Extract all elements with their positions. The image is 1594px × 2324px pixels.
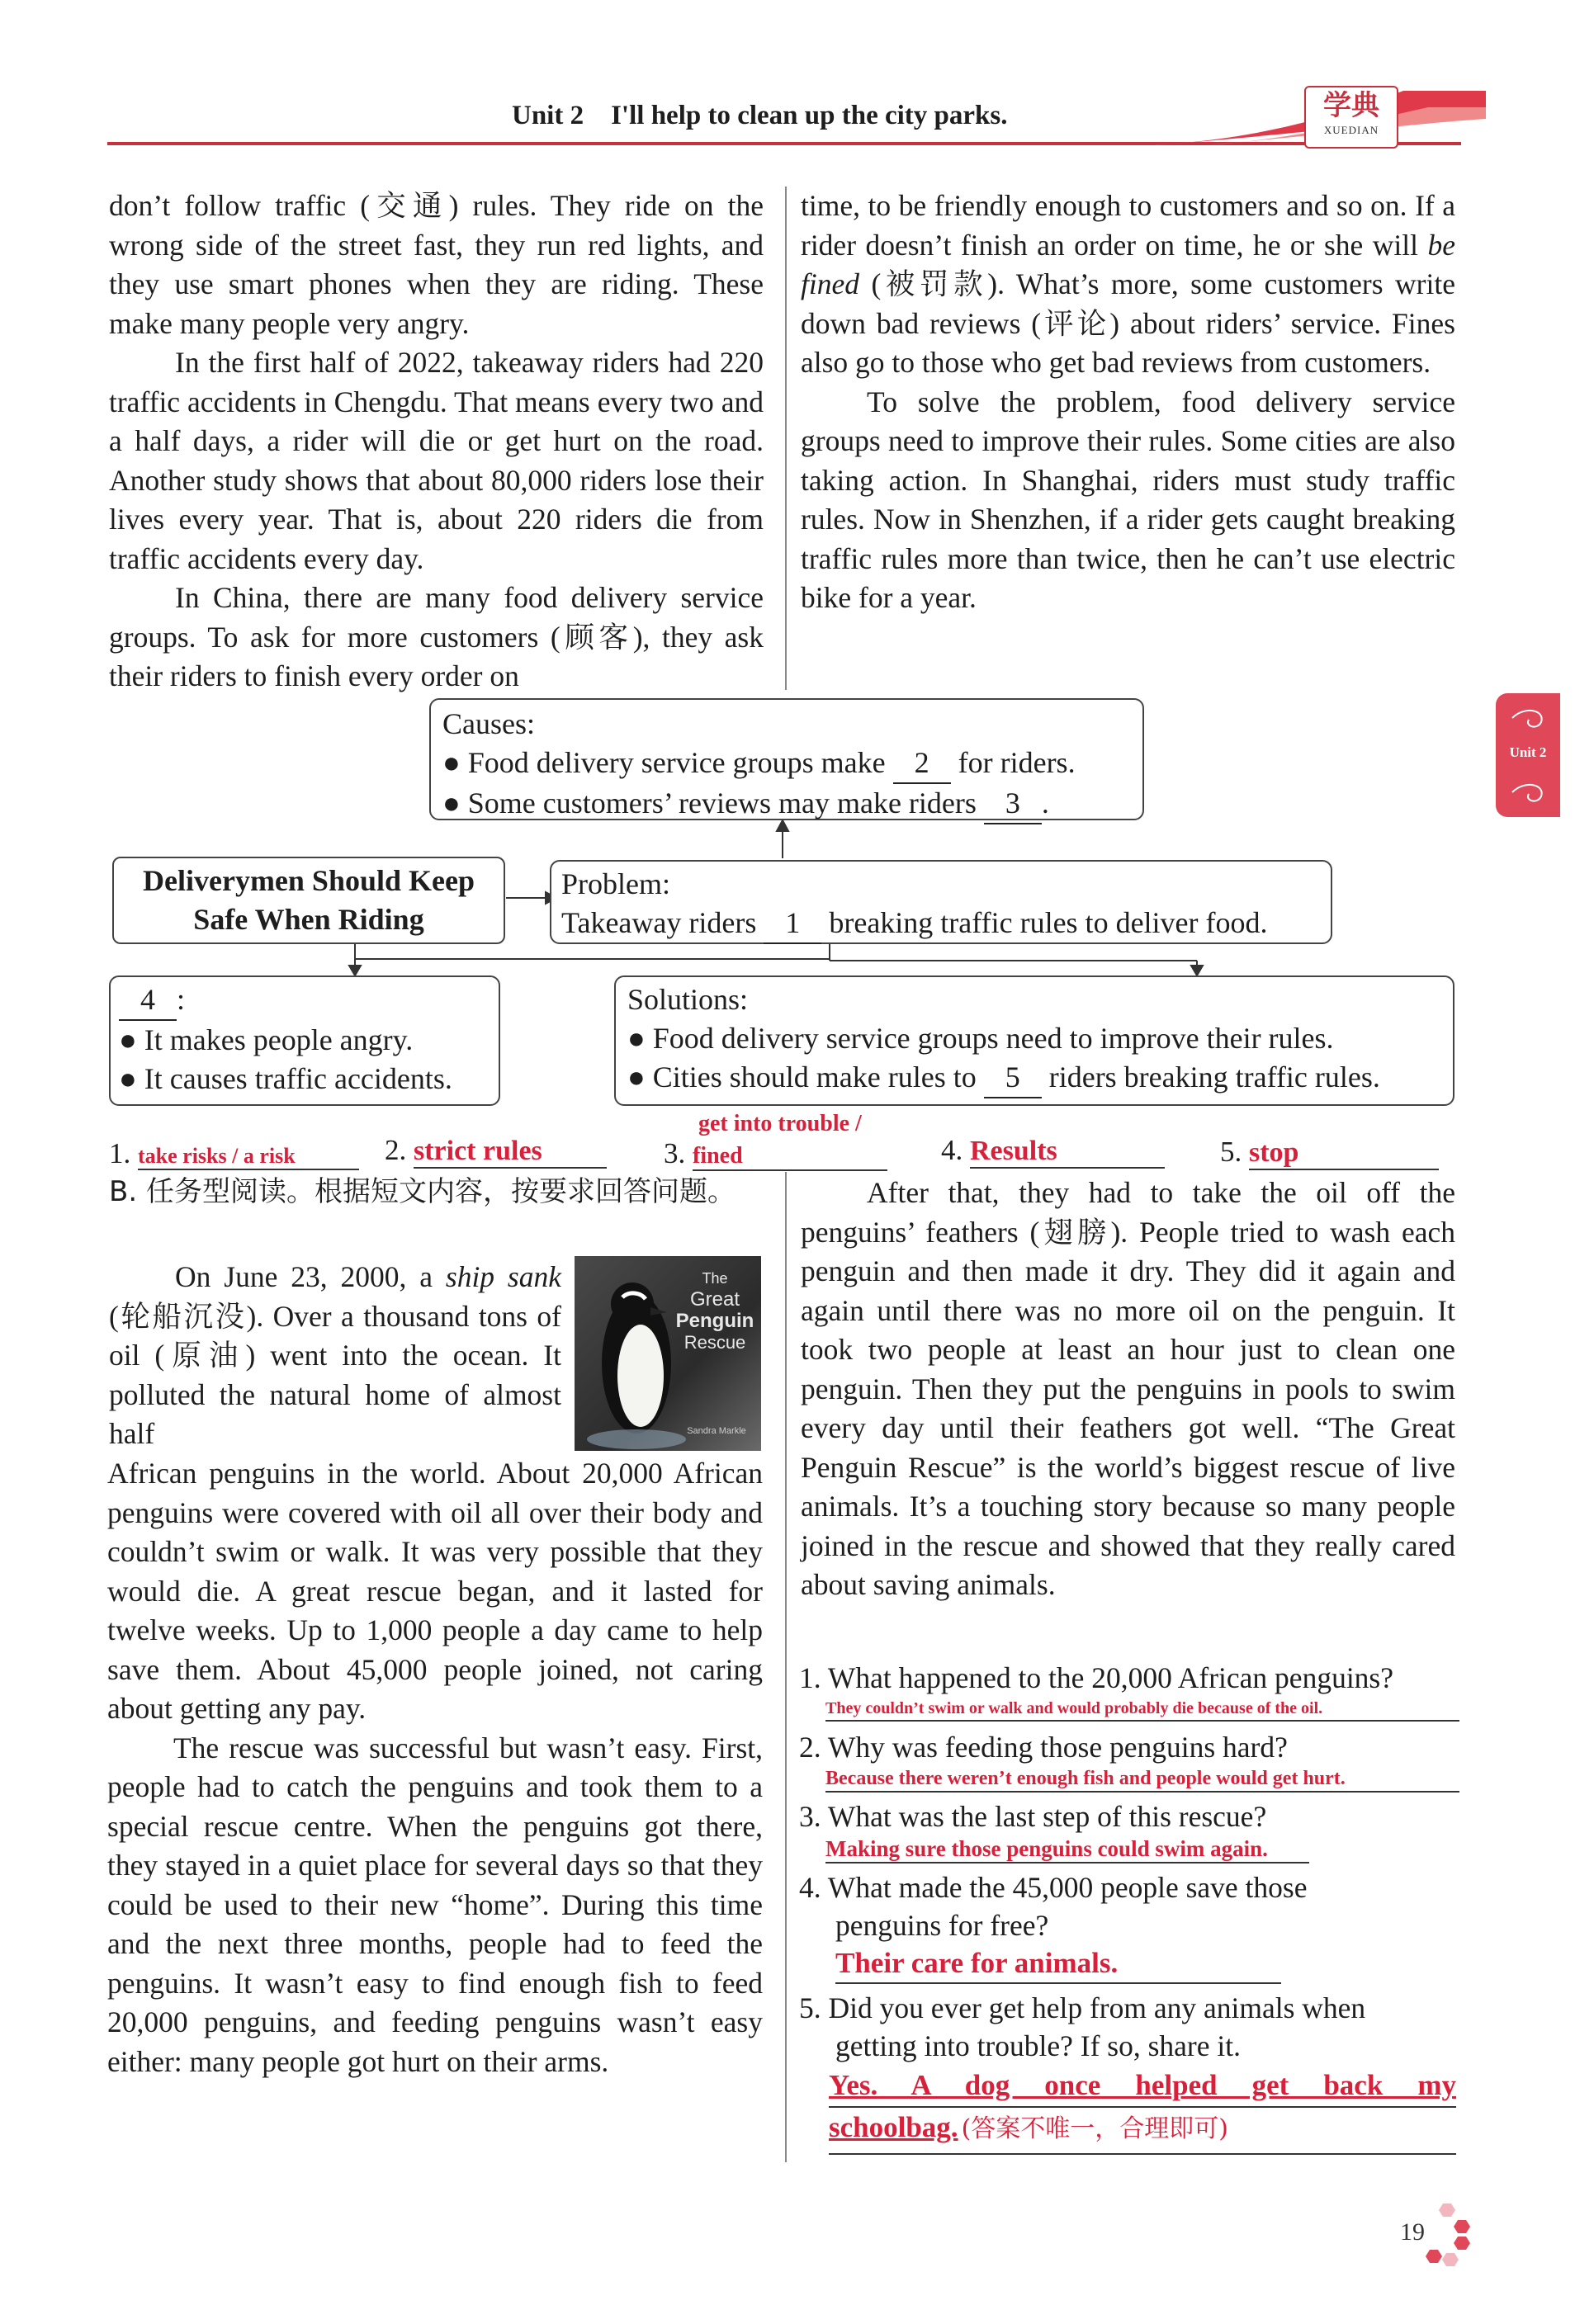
answer-5: 5. stop [1220, 1136, 1439, 1170]
solution-item: ● Food delivery service groups need to improve their rules. [627, 1022, 1334, 1055]
blank-2[interactable]: 2 [893, 744, 951, 784]
cause-item: ● Food delivery service groups make 2 for riders. [442, 744, 1131, 784]
paragraph: In the first half of 2022, takeaway riders had 220 traffic accidents in Chengdu. That means every two and a half days, a rider will die or get hurt on the road. Another study shows that about 80,000 riders lose their lives every year. That is, about 220 riders die from traffic accidents every day. [109, 346, 764, 575]
paragraph: don’t follow traffic (交通) rules. They ride on the wrong side of the street fast, they run red lights, and they use smart phones when they are riding. These make many people very angry. [109, 189, 764, 340]
page-header-title: Unit 2 I'll help to clean up the city parks. [512, 101, 1008, 130]
results-heading: 4 : [119, 980, 490, 1021]
answer-1: 1. take risks / a risk [109, 1137, 359, 1170]
causes-box [429, 698, 1144, 820]
question-4-answer[interactable]: Their care for animals. [835, 1944, 1281, 1984]
section-b-intro-wrapped [109, 1258, 561, 1454]
book-author: Sandra Markle [687, 1426, 746, 1436]
column-divider [785, 1172, 787, 2162]
blank-4[interactable]: 4 [119, 980, 177, 1021]
answer-5-text[interactable]: stop [1249, 1137, 1439, 1170]
book-title-line: Great [689, 1288, 740, 1311]
solutions-title: Solutions: [627, 983, 749, 1016]
section-b-right-column [801, 1174, 1455, 1605]
blank-5[interactable]: 5 [984, 1058, 1042, 1098]
section-b-left-column [107, 1454, 763, 2081]
solutions-box [614, 975, 1454, 1106]
answer-3-text[interactable]: fined [693, 1143, 887, 1171]
answer-3: 3. fined [664, 1137, 887, 1171]
paragraph: African penguins in the world. About 20,000 African penguins were covered with oil all over their body and couldn’t swim or walk. It was very possible that they would die. A great rescue began, and it lasted for twelve weeks. Up to 1,000 people a day came to help save them. About 45,000 people joined, not caring about getting any pay. [107, 1457, 763, 1725]
book-cover-image [575, 1256, 761, 1451]
paragraph: time, to be friendly enough to customers and so on. If a rider doesn’t finish an order on time, he or she will be fined (被罚款). What’s more, some customers write down bad reviews (评论) about riders’ service. Fines also go to those who get bad reviews from customers. [801, 189, 1455, 379]
main-topic-title-line1: Deliverymen Should Keep [143, 864, 475, 897]
question-2-answer[interactable]: Because there weren’t enough fish and people would get hurt. [825, 1766, 1459, 1793]
blank-3[interactable]: 3 [984, 784, 1042, 824]
answer-2-text[interactable]: strict rules [414, 1136, 607, 1169]
main-topic-title-line2: Safe When Riding [193, 903, 424, 936]
question-item: 2. Why was feeding those penguins hard? Because there weren’t enough fish and people would get hurt. [799, 1728, 1459, 1797]
side-tab-label: Unit 2 [1509, 744, 1547, 760]
question-1-answer[interactable]: They couldn’t swim or walk and would probably die because of the oil. [825, 1697, 1459, 1722]
section-b-heading: B. 任务型阅读。根据短文内容，按要求回答问题。 [109, 1175, 736, 1208]
result-item: ● It makes people angry. [119, 1023, 414, 1056]
blank-1[interactable]: 1 [764, 904, 821, 944]
question-item: 1. What happened to the 20,000 African penguins? They couldn’t swim or walk and would probably die because of the oil. [799, 1659, 1459, 1728]
paragraph: To solve the problem, food delivery service groups need to improve their rules. Some cities are also taking action. In Shanghai, riders must study traffic rules. Now in Shenzhen, if a rider gets caught breaking traffic rules more than twice, then he can’t use electric bike for a year. [801, 385, 1455, 614]
question-3-answer[interactable]: Making sure those penguins could swim again. [825, 1835, 1309, 1863]
results-box [109, 975, 500, 1106]
answer-4: 4. Results [941, 1134, 1165, 1169]
question-5-answer-line2[interactable]: schoolbag. (答案不唯一，合理即可) [829, 2108, 1456, 2155]
main-topic-box [112, 857, 505, 944]
cause-item: ● Some customers’ reviews may make riders 3 . [442, 784, 1131, 824]
problem-text: Takeaway riders 1 breaking traffic rules to deliver food. [561, 904, 1321, 944]
question-item: 3. What was the last step of this rescue? Making sure those penguins could swim again. [799, 1797, 1459, 1868]
answer-2: 2. strict rules [385, 1134, 607, 1169]
book-title-line: Penguin [675, 1310, 754, 1332]
book-title-line: The [702, 1270, 728, 1287]
dots-decoration-icon [1418, 2199, 1476, 2273]
solution-item: ● Cities should make rules to 5 riders breaking traffic rules. [627, 1058, 1441, 1098]
answer-4-text[interactable]: Results [970, 1136, 1165, 1169]
problem-title: Problem: [561, 867, 670, 900]
page-number: 19 [1400, 2218, 1425, 2246]
paragraph: On June 23, 2000, a ship sank (轮船沉没). Over a thousand tons of oil (原油) went into the ocean. It polluted the natural home of almost half [109, 1260, 562, 1450]
answer-1-text[interactable]: take risks / a risk [138, 1144, 359, 1170]
question-item: 5. Did you ever get help from any animals when getting into trouble? If so, share it. Yes. A dog once helped get back my schoolbag. (答案不唯一，合理即可) [799, 1989, 1459, 2155]
answer-3-line1: get into trouble / [698, 1111, 862, 1136]
question-item: 4. What made the 45,000 people save those penguins for free? Their care for animals. [799, 1868, 1459, 1989]
result-item: ● It causes traffic accidents. [119, 1062, 452, 1095]
problem-box [550, 860, 1332, 944]
question-5-answer-line1[interactable]: Yes. A dog once helped get back my [829, 2065, 1456, 2108]
logo-subtext: XUEDIAN [1323, 124, 1379, 136]
paragraph: In China, there are many food delivery service groups. To ask for more customers (顾客), they ask their riders to finish every order on [109, 581, 764, 692]
book-title-line: Rescue [683, 1332, 746, 1353]
paragraph: After that, they had to take the oil off the penguins’ feathers (翅膀). People tried to wash each penguin and then made it dry. They did it again and again until there was no more oil on the penguin. It took two people at least an hour just to clean one penguin. Then they put the penguins in pools to swim every day until their feathers got well. “The Great Penguin Rescue” is the world’s biggest rescue of live animals. It’s a touching story because so many people joined in the rescue and showed that they really cared about saving animals. [801, 1176, 1455, 1601]
logo-text: 学典 [1323, 89, 1379, 122]
causes-title: Causes: [442, 707, 535, 740]
questions-list [799, 1659, 1459, 2155]
paragraph: The rescue was successful but wasn’t easy. First, people had to catch the penguins and took them to a special rescue centre. When the penguins got there, they stayed in a quiet place for several days so that they could be used to their new “home”. During this time and the next three months, people had to feed the penguins. It wasn’t easy to find enough fish to feed 20,000 penguins, and feeding penguins wasn’t easy either: many people got hurt on their arms. [107, 1731, 763, 2078]
